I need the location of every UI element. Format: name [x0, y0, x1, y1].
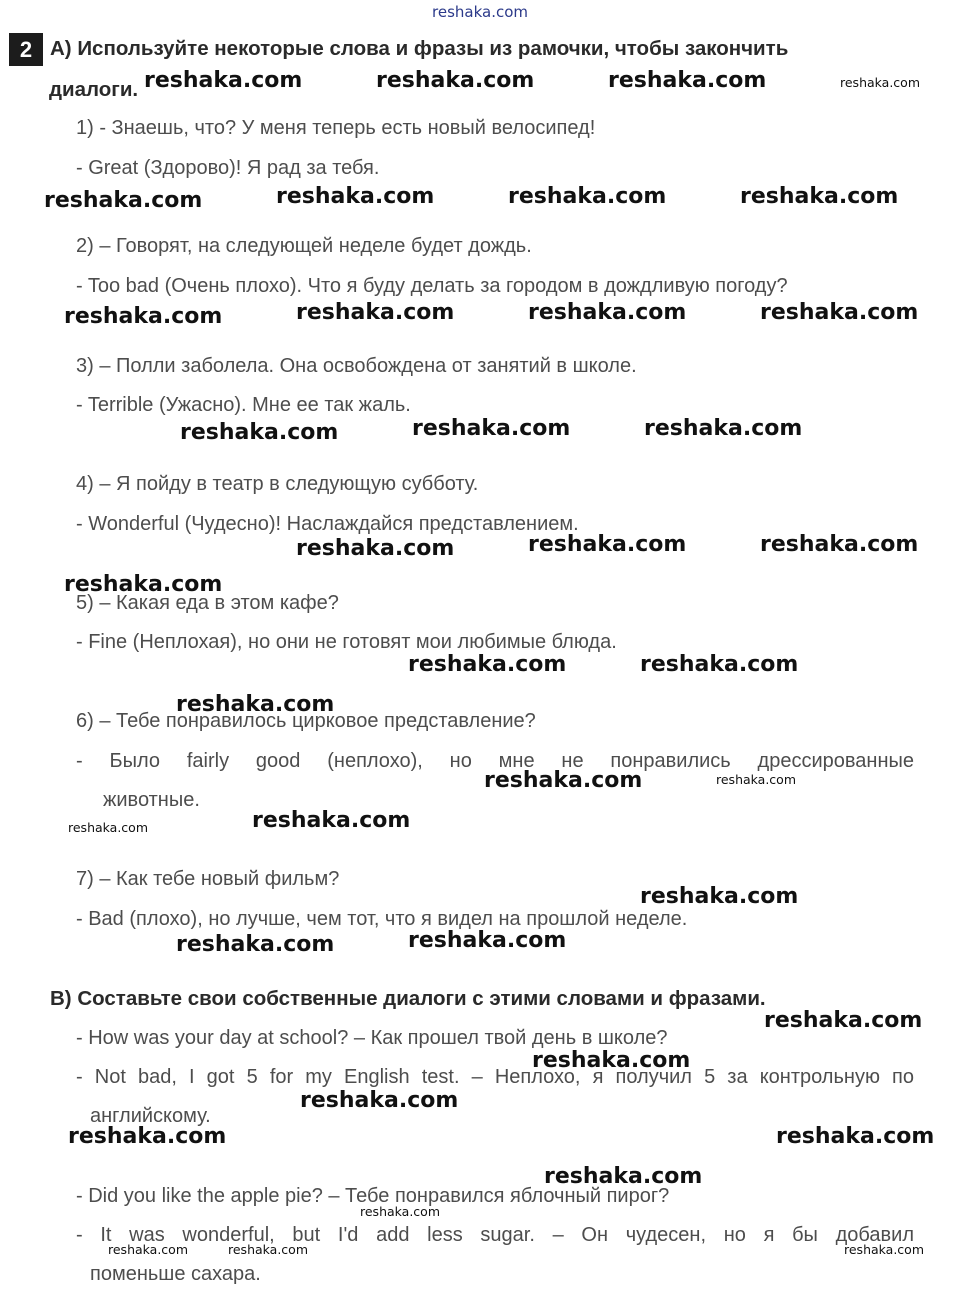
watermark: reshaka.com: [296, 300, 455, 325]
watermark: reshaka.com: [508, 184, 667, 209]
part-b-line-2-text: - Not bad, I got 5 for my English test. – Неплохо, я получил 5 за контрольную по: [76, 1066, 914, 1088]
dialog-2-question: 2) – Говорят, на следующей неделе будет дождь.: [76, 235, 532, 257]
watermark: reshaka.com: [180, 420, 339, 445]
dialog-2-answer: - Too bad (Очень плохо). Что я буду делать за городом в дождливую погоду?: [76, 275, 788, 297]
watermark: reshaka.com: [740, 184, 899, 209]
dialog-4-answer: - Wonderful (Чудесно)! Наслаждайся представлением.: [76, 513, 579, 535]
watermark: reshaka.com: [532, 1048, 691, 1073]
site-watermark-top: reshaka.com: [432, 3, 528, 21]
dialog-3-answer: - Terrible (Ужасно). Мне ее так жаль.: [76, 394, 411, 416]
watermark-small: reshaka.com: [844, 1242, 924, 1257]
part-b-line-1: - How was your day at school? – Как прошел твой день в школе?: [76, 1027, 668, 1049]
watermark: reshaka.com: [176, 692, 335, 717]
watermark-small: reshaka.com: [716, 772, 796, 787]
watermark: reshaka.com: [640, 884, 799, 909]
part-a-heading-line2: диалоги.: [49, 78, 139, 101]
watermark: reshaka.com: [528, 300, 687, 325]
watermark-small: reshaka.com: [228, 1242, 308, 1257]
watermark: reshaka.com: [144, 68, 303, 93]
dialog-7-answer: - Bad (плохо), но лучше, чем тот, что я видел на прошлой неделе.: [76, 908, 688, 930]
part-b-heading: B) Составьте свои собственные диалоги с этими словами и фразами.: [50, 987, 766, 1010]
part-b-line-4: - Did you like the apple pie? – Тебе понравился яблочный пирог?: [76, 1185, 670, 1207]
dialog-6-answer-line1-text: - Было fairly good (неплохо), но мне не понравились дрессированные: [76, 750, 914, 772]
watermark: reshaka.com: [44, 188, 203, 213]
watermark-small: reshaka.com: [360, 1204, 440, 1219]
dialog-7-question: 7) – Как тебе новый фильм?: [76, 868, 340, 890]
watermark: reshaka.com: [176, 932, 335, 957]
watermark: reshaka.com: [412, 416, 571, 441]
watermark: reshaka.com: [68, 1124, 227, 1149]
watermark-small: reshaka.com: [68, 820, 148, 835]
watermark: reshaka.com: [608, 68, 767, 93]
watermark: reshaka.com: [764, 1008, 923, 1033]
watermark: reshaka.com: [296, 536, 455, 561]
watermark-small: reshaka.com: [108, 1242, 188, 1257]
part-b-line-5-text: - It was wonderful, but I'd add less sugar. – Он чудесен, но я бы добавил: [76, 1224, 914, 1246]
part-b-line-5: [76, 1224, 914, 1247]
dialog-5-answer: - Fine (Неплохая), но они не готовят мои любимые блюда.: [76, 631, 617, 653]
watermark: reshaka.com: [276, 184, 435, 209]
watermark: reshaka.com: [640, 652, 799, 677]
dialog-4-question: 4) – Я пойду в театр в следующую субботу.: [76, 473, 479, 495]
part-b-line-6: поменьше сахара.: [90, 1263, 261, 1285]
watermark: reshaka.com: [760, 532, 919, 557]
dialog-6-answer-line2: животные.: [103, 789, 200, 811]
watermark: reshaka.com: [776, 1124, 935, 1149]
watermark: reshaka.com: [484, 768, 643, 793]
watermark: reshaka.com: [64, 304, 223, 329]
dialog-1-answer: - Great (Здорово)! Я рад за тебя.: [76, 157, 380, 179]
watermark: reshaka.com: [300, 1088, 459, 1113]
watermark: reshaka.com: [760, 300, 919, 325]
dialog-3-question: 3) – Полли заболела. Она освобождена от занятий в школе.: [76, 355, 637, 377]
task-number-badge: 2: [9, 33, 43, 66]
dialog-5-question: 5) – Какая еда в этом кафе?: [76, 592, 339, 614]
watermark: reshaka.com: [644, 416, 803, 441]
watermark: reshaka.com: [408, 928, 567, 953]
watermark: reshaka.com: [528, 532, 687, 557]
watermark: reshaka.com: [408, 652, 567, 677]
part-a-heading-line1: A) Используйте некоторые слова и фразы из рамочки, чтобы закончить: [50, 37, 789, 60]
part-b-line-2: [76, 1066, 914, 1089]
part-b-line-3: английскому.: [90, 1105, 211, 1127]
watermark: reshaka.com: [544, 1164, 703, 1189]
watermark: reshaka.com: [252, 808, 411, 833]
dialog-6-question: 6) – Тебе понравилось цирковое представление?: [76, 710, 536, 732]
dialog-1-question: 1) - Знаешь, что? У меня теперь есть новый велосипед!: [76, 117, 596, 139]
watermark-small: reshaka.com: [840, 75, 920, 90]
watermark: reshaka.com: [376, 68, 535, 93]
watermark: reshaka.com: [64, 572, 223, 597]
